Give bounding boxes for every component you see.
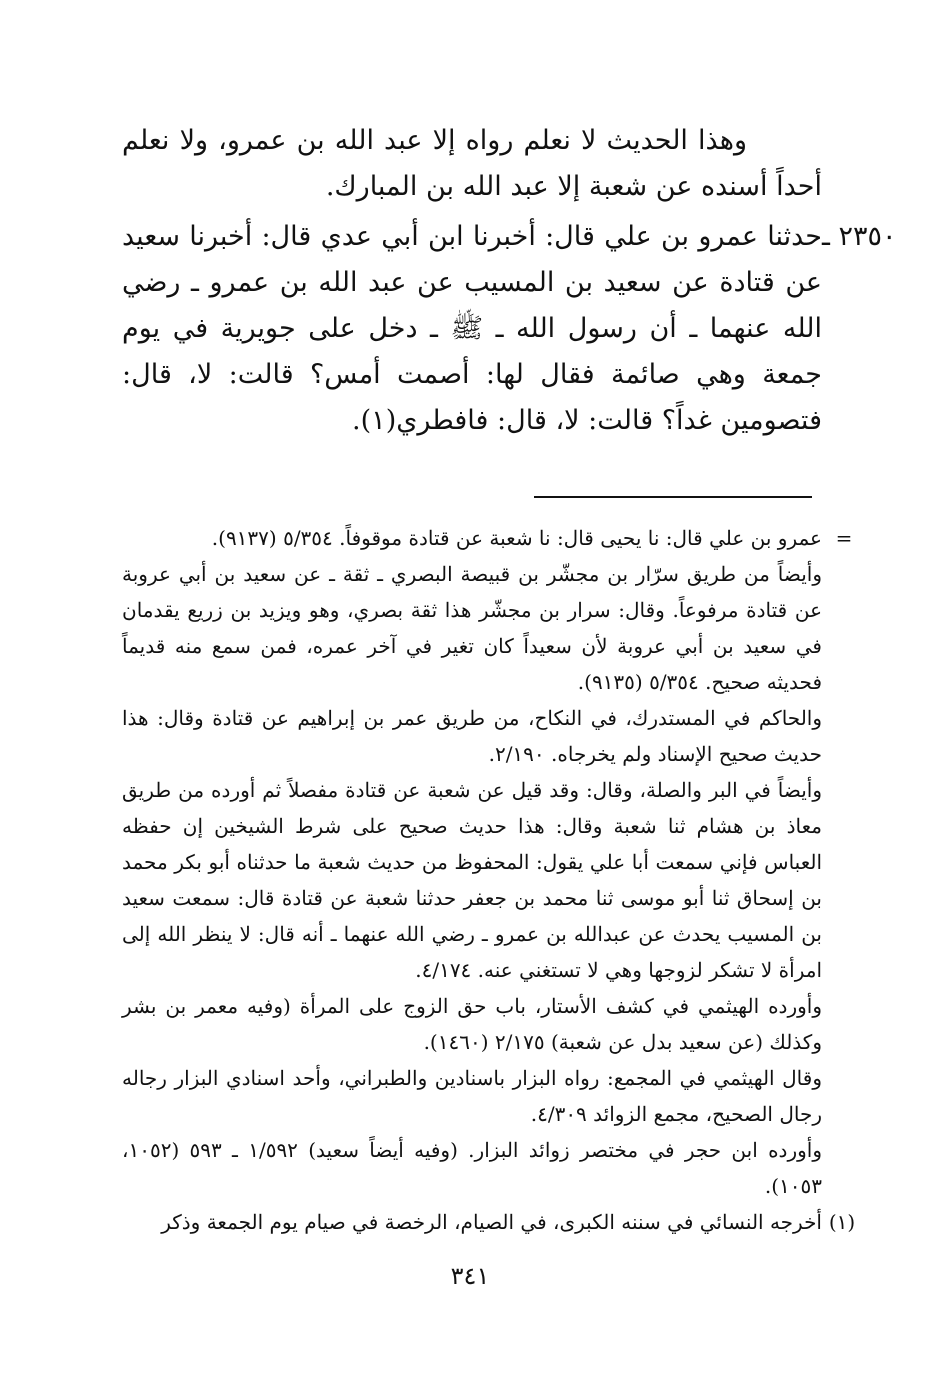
footnote-paragraph: وأورده الهيثمي في كشف الأستار، باب حق الزوج على المرأة (وفيه معمر بن بشر وكذلك (عن سعيد بدل عن شعبة) ٢/١٧٥ (١٤٦٠). <box>122 994 822 1054</box>
hadith-text: حدثنا عمرو بن علي قال: أخبرنا ابن أبي عدي قال: أخبرنا سعيد عن قتادة عن سعيد بن المسيب عن عبد الله بن عمرو ـ رضي الله عنهما ـ أن رسول الله ـ ﷺ ـ دخل على جويرية في يوم جمعة وهي صائمة فقال لها: أصمت أمس؟ قالت: لا، قال: فتصومين غداً؟ قالت: لا، قال: فافطري(١). <box>122 221 822 436</box>
footnote-text: أخرجه النسائي في سننه الكبرى، في الصيام، الرخصة في صيام يوم الجمعة وذكر <box>161 1210 822 1234</box>
continuation-marker: = <box>835 526 853 550</box>
page-number: ٣٤١ <box>450 1262 490 1290</box>
footnote-paragraph: وأورده ابن حجر في مختصر زوائد البزار. (وفيه أيضاً سعيد) ١/٥٩٢ ـ ٥٩٣ (١٠٥٢، ١٠٥٣). <box>122 1138 822 1198</box>
footnote-1 <box>122 1204 856 1240</box>
footnote-number: (١) <box>828 1210 856 1234</box>
footnote-paragraph: وأيضاً من طريق سرّار بن مجشّر بن قبيصة البصري ـ ثقة ـ عن سعيد بن أبي عروبة عن قتادة مرفوعاً. وقال: سرار بن مجشّر هذا ثقة بصري، وهو ويزيد بن زريع يقدمان في سعيد بن أبي عروبة لأن سعيداً كان تغير في آخر عمره، فمن سمع منه قديماً فحديثه صحيح. ٥/٣٥٤ (٩١٣٥). <box>122 562 822 694</box>
footnotes <box>122 520 856 1240</box>
intro-paragraph: وهذا الحديث لا نعلم رواه إلا عبد الله بن عمرو، ولا نعلم أحداً أسنده عن شعبة إلا عبد الله بن المبارك. <box>122 125 822 202</box>
footnote-separator <box>534 496 812 498</box>
footnote-paragraph: وقال الهيثمي في المجمع: رواه البزار باسنادين والطبراني، وأحد اسنادي البزار رجاله رجال الصحيح، مجمع الزوائد ٤/٣٠٩. <box>122 1066 822 1126</box>
main-text <box>122 118 897 444</box>
footnote-paragraph: وأيضاً في البر والصلة، وقال: وقد قيل عن شعبة عن قتادة مفصلاً ثم أورده من طريق معاذ بن هشام ثنا شعبة وقال: هذا حديث صحيح على شرط الشيخين إن حفظه العباس فإني سمعت أبا علي يقول: المحفوظ من حديث شعبة ما حدثناه أبو بكر محمد بن إسحاق ثنا أبو موسى ثنا محمد بن جعفر حدثنا شعبة عن قتادة قال: سمعت سعيد بن المسيب يحدث عن عبدالله بن عمرو ـ رضي الله عنهما ـ أنه قال: لا ينظر الله إلى امرأة لا تشكر لزوجها وهي لا تستغني عنه. ٤/١٧٤. <box>122 778 822 982</box>
footnote-paragraph: والحاكم في المستدرك، في النكاح، من طريق عمر بن إبراهيم عن قتادة وقال: هذا حديث صحيح الإسناد ولم يخرجاه. ٢/١٩٠. <box>122 706 823 766</box>
hadith-number: ٢٣٥٠ ـ <box>822 221 897 252</box>
hadith-paragraph <box>122 214 897 444</box>
footnote-paragraph: عمرو بن علي قال: نا يحيى قال: نا شعبة عن قتادة موقوفاً. ٥/٣٥٤ (٩١٣٧). <box>211 526 822 550</box>
continued-note <box>122 520 853 1204</box>
